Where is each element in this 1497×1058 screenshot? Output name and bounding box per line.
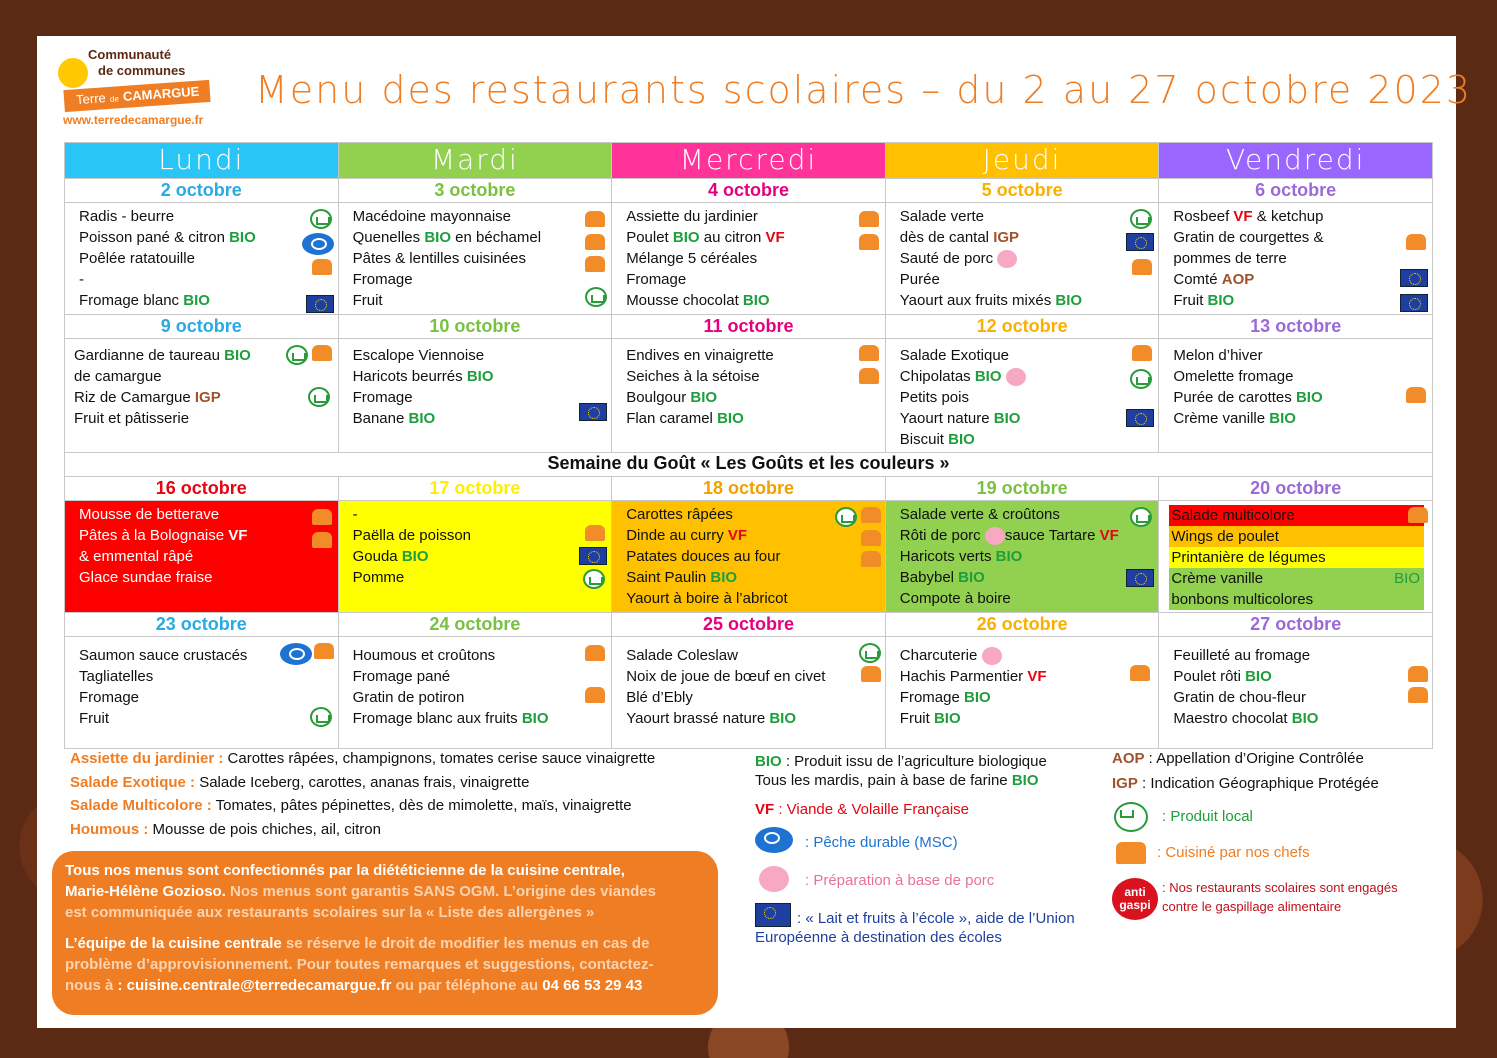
chef-hat-icon <box>312 532 332 548</box>
dish: Yaourt nature <box>899 410 990 427</box>
menu-cell <box>65 203 339 315</box>
bio-tag: BIO <box>229 229 256 246</box>
dish: bonbons multicolores <box>1169 589 1424 610</box>
bio-tag: BIO <box>974 368 1002 385</box>
date: 6 octobre <box>1159 179 1433 203</box>
bio-tag: BIO <box>958 569 985 586</box>
bio-tag: BIO <box>466 368 494 385</box>
eu-flag-icon <box>1126 569 1154 587</box>
antigaspi-apple-icon <box>1112 878 1158 920</box>
dish: Fromage <box>79 689 140 706</box>
bio-tag: BIO <box>408 410 436 427</box>
date: 27 octobre <box>1159 613 1433 637</box>
dish: Assiette du jardinier <box>626 208 758 225</box>
legend-text: : Nos restaurants scolaires sont engagés <box>1162 880 1398 895</box>
dish: Fruit <box>352 292 383 309</box>
pig-icon <box>1006 368 1026 386</box>
local-basket-icon <box>308 387 330 407</box>
semaine-du-gout: Semaine du Goût « Les Goûts et les couleurs » <box>65 453 1433 477</box>
dish: Fromage blanc aux fruits <box>352 710 518 727</box>
date: 4 octobre <box>612 179 886 203</box>
dish: Feuilleté au fromage <box>1173 647 1311 664</box>
date: 12 octobre <box>885 315 1159 339</box>
eu-flag-icon <box>1400 294 1428 312</box>
dish: Salade multicolore <box>1169 505 1424 526</box>
chef-hat-icon <box>859 234 879 250</box>
menu-cell <box>1159 203 1433 315</box>
info-text: Marie-Hélène Gozioso. <box>65 883 226 900</box>
dish: Fruit et pâtisserie <box>74 410 190 427</box>
dish: Riz de Camargue <box>74 389 191 406</box>
dish: Saumon sauce crustacés <box>79 647 248 664</box>
chef-hat-icon <box>585 525 605 541</box>
local-basket-icon <box>583 569 605 589</box>
legend-text: : Appellation d’Origine Contrôlée <box>1144 750 1364 767</box>
chef-hat-icon <box>585 687 605 703</box>
date: 18 octobre <box>612 477 886 501</box>
dish: Glace sundae fraise <box>79 569 213 586</box>
menu-cell <box>65 339 339 453</box>
dish: Flan caramel <box>626 410 713 427</box>
local-basket-icon <box>1114 802 1148 832</box>
dish: Houmous et croûtons <box>352 647 496 664</box>
dish: Gardianne de taureau <box>74 347 220 364</box>
info-box <box>52 851 718 1015</box>
vf-tag: VF <box>1027 668 1047 685</box>
chef-hat-icon <box>585 211 605 227</box>
aop-tag: AOP <box>1112 750 1145 767</box>
dish: Yaourt à boire à l’abricot <box>626 590 788 607</box>
bio-tag: BIO <box>742 292 770 309</box>
dish: & emmental râpé <box>79 548 194 565</box>
bio-tag: BIO <box>224 347 251 364</box>
info-text: nous à <box>65 977 118 994</box>
dish: Fromage blanc <box>79 292 180 309</box>
bio-tag: BIO <box>672 229 700 246</box>
logo-sun <box>58 58 88 88</box>
chef-hat-icon <box>1132 259 1152 275</box>
dish: Gratin de courgettes & <box>1173 229 1324 246</box>
menu-cell <box>338 637 612 749</box>
dish: Pâtes à la Bolognaise <box>79 527 225 544</box>
dish: Fromage pané <box>352 668 451 685</box>
eu-flag-icon <box>1126 409 1154 427</box>
bio-tag: BIO <box>1295 389 1323 406</box>
dish: Crème vanille <box>1173 410 1266 427</box>
def-term: Salade Exotique : <box>70 773 196 791</box>
local-basket-icon <box>286 345 308 365</box>
menu-cell <box>1159 339 1433 453</box>
msc-fish-icon <box>302 233 334 255</box>
info-text: L’équipe de la cuisine centrale <box>65 935 282 952</box>
dish: sauce Tartare <box>1004 527 1096 544</box>
bio-tag: BIO <box>1269 410 1296 427</box>
dish: Hachis Parmentier <box>899 668 1024 685</box>
bio-tag: BIO <box>183 292 210 309</box>
legend-middle <box>755 752 1075 947</box>
dish: dès de cantal <box>899 229 990 246</box>
chef-hat-icon <box>314 643 334 659</box>
contact-email[interactable]: : cuisine.centrale@terredecamargue.fr <box>117 977 392 994</box>
dish: Sauté de porc <box>899 250 994 267</box>
dish: Babybel <box>899 569 954 586</box>
definitions <box>70 747 655 841</box>
chef-hat-icon <box>312 345 332 361</box>
menu-table <box>64 142 1433 749</box>
dish: Escalope Viennoise <box>352 347 485 364</box>
dish: Poulet <box>626 229 669 246</box>
dish: Rosbeef <box>1173 208 1230 225</box>
vf-tag: VF <box>1099 527 1119 544</box>
dish: Charcuterie <box>899 647 978 664</box>
chef-hat-icon <box>1406 387 1426 403</box>
dish: Saint Paulin <box>626 569 707 586</box>
dish: Gratin de chou-fleur <box>1173 689 1306 706</box>
vf-tag: VF <box>765 229 785 246</box>
bio-tag: BIO <box>769 710 797 727</box>
dish: Quenelles <box>352 229 421 246</box>
legend-text: : « Lait et fruits à l’école », aide de l’Union <box>797 910 1075 927</box>
dish: Patates douces au four <box>626 548 781 565</box>
vf-tag: VF <box>727 527 748 544</box>
legend-right <box>1112 750 1398 916</box>
dish: Fromage <box>626 271 687 288</box>
dish: Fruit <box>899 710 930 727</box>
dish: Fruit <box>1173 292 1204 309</box>
menu-cell <box>612 637 886 749</box>
date: 11 octobre <box>612 315 886 339</box>
chef-hat-icon <box>1408 507 1428 523</box>
dish: Haricots verts <box>899 548 992 565</box>
bio-tag: BIO <box>690 389 718 406</box>
chef-hat-icon <box>859 368 879 384</box>
bio-tag: BIO <box>993 410 1021 427</box>
chef-hat-icon <box>861 530 881 546</box>
dish: Rôti de porc <box>899 527 981 544</box>
contact-phone[interactable]: 04 66 53 29 43 <box>542 977 643 994</box>
logo-text: Communauté de communes <box>88 47 186 78</box>
chef-hat-icon <box>1408 666 1428 682</box>
legend-text: : Viande & Volaille Française <box>774 801 970 818</box>
pig-icon <box>759 866 789 892</box>
dish: Seiches à la sétoise <box>626 368 760 385</box>
date: 2 octobre <box>65 179 339 203</box>
chef-hat-icon <box>312 509 332 525</box>
dish: Salade Exotique <box>899 347 1010 364</box>
date: 24 octobre <box>338 613 612 637</box>
legend-text: : Produit local <box>1162 808 1253 825</box>
day-mercredi: Mercredi <box>612 143 886 179</box>
bio-tag: BIO <box>1394 570 1420 587</box>
pig-icon <box>985 527 1005 545</box>
pig-icon <box>997 250 1017 268</box>
bio-tag: BIO <box>521 710 549 727</box>
info-text: ou par téléphone au <box>391 977 543 994</box>
bio-tag: BIO <box>1011 772 1039 789</box>
legend-text: contre le gaspillage alimentaire <box>1162 899 1342 914</box>
dish: Banane <box>352 410 405 427</box>
chef-hat-icon <box>861 507 881 523</box>
dish: Endives en vinaigrette <box>626 347 774 364</box>
aop-tag: AOP <box>1221 271 1255 288</box>
local-basket-icon <box>310 707 332 727</box>
date: 16 octobre <box>65 477 339 501</box>
def-term: Houmous : <box>70 820 149 838</box>
dish: Mousse de betterave <box>79 506 220 523</box>
menu-cell <box>885 339 1159 453</box>
legend-text: : Produit issu de l’agriculture biologique <box>781 753 1047 770</box>
dish: Fromage <box>352 271 413 288</box>
chef-hat-icon <box>312 259 332 275</box>
chef-hat-icon <box>1408 687 1428 703</box>
day-vendredi: Vendredi <box>1159 143 1433 179</box>
menu-cell <box>338 339 612 453</box>
dish: & ketchup <box>1256 208 1324 225</box>
igp-tag: IGP <box>1112 775 1138 792</box>
chef-hat-icon <box>585 234 605 250</box>
eu-flag-icon <box>755 903 791 927</box>
def-term: Assiette du jardinier : <box>70 750 224 767</box>
dish: Fromage <box>899 689 960 706</box>
dish: Biscuit <box>899 431 944 448</box>
legend-text: Européenne à destination des écoles <box>755 929 1002 946</box>
dish: Purée de carottes <box>1173 389 1292 406</box>
eu-flag-icon <box>579 403 607 421</box>
logo-bar: Terre de CAMARGUE <box>63 80 210 112</box>
eu-flag-icon <box>306 295 334 313</box>
chef-hat-icon <box>861 666 881 682</box>
dish: Pâtes & lentilles cuisinées <box>352 250 527 267</box>
info-text: est communiquée aux restaurants scolaires sur la « Liste des allergènes » <box>65 904 595 921</box>
dish: Poisson pané & citron <box>79 229 225 246</box>
def-text: Tomates, pâtes pépinettes, dès de mimolette, maïs, vinaigrette <box>211 797 632 814</box>
dish: Boulgour <box>626 389 687 406</box>
menu-cell <box>338 501 612 613</box>
bio-tag: BIO <box>963 689 991 706</box>
bio-tag: BIO <box>995 548 1023 565</box>
chef-hat-icon <box>585 645 605 661</box>
dish: Omelette fromage <box>1173 368 1294 385</box>
dish: de camargue <box>74 368 162 385</box>
menu-cell <box>1159 501 1433 613</box>
dish: Chipolatas <box>899 368 971 385</box>
dish: Fruit <box>79 710 109 727</box>
dish: Pomme <box>352 569 405 586</box>
date: 19 octobre <box>885 477 1159 501</box>
dish: Salade Coleslaw <box>626 647 738 664</box>
info-text: Tous nos menus sont confectionnés par la diététicienne de la cuisine centrale, <box>65 862 625 879</box>
logo-url: www.terredecamargue.fr <box>63 113 204 127</box>
date: 10 octobre <box>338 315 612 339</box>
info-text: Nos menus sont garantis SANS OGM. L’origine des viandes <box>225 883 656 900</box>
local-basket-icon <box>1130 369 1152 389</box>
chef-hat-icon <box>1130 665 1150 681</box>
dish: Mousse chocolat <box>626 292 739 309</box>
local-basket-icon <box>310 209 332 229</box>
dish: Blé d’Ebly <box>626 689 693 706</box>
dish: Gouda <box>352 548 398 565</box>
date: 25 octobre <box>612 613 886 637</box>
bio-tag: BIO <box>948 431 975 448</box>
bio-tag: BIO <box>401 548 429 565</box>
bio-tag: BIO <box>1207 292 1235 309</box>
local-basket-icon <box>1130 507 1152 527</box>
dish: Crème vanille <box>1171 570 1264 587</box>
local-basket-icon <box>1130 209 1152 229</box>
chef-hat-icon <box>1132 345 1152 361</box>
dish: Mélange 5 céréales <box>626 250 758 267</box>
eu-flag-icon <box>1400 269 1428 287</box>
bio-tag: BIO <box>717 410 744 427</box>
page-title: Menu des restaurants scolaires – du 2 au 27 octobre 2023 <box>255 68 1473 112</box>
date: 13 octobre <box>1159 315 1433 339</box>
dish: Wings de poulet <box>1169 526 1424 547</box>
antigaspi-text: anti <box>1124 885 1146 899</box>
menu-cell <box>338 203 612 315</box>
dish: Salade verte <box>899 208 985 225</box>
dish: Maestro chocolat <box>1173 710 1288 727</box>
dish: Compote à boire <box>899 590 1011 607</box>
dish: Tagliatelles <box>79 668 154 685</box>
info-text: se réserve le droit de modifier les menus en cas de <box>281 935 650 952</box>
legend-text: : Cuisiné par nos chefs <box>1157 844 1310 861</box>
date: 23 octobre <box>65 613 339 637</box>
menu-cell <box>1159 637 1433 749</box>
dish: Paëlla de poisson <box>352 527 472 544</box>
dish: Poulet rôti <box>1173 668 1241 685</box>
dish: Carottes râpées <box>626 506 733 523</box>
bio-tag: BIO <box>755 753 782 770</box>
menu-cell <box>612 501 886 613</box>
legend-text: : Pêche durable (MSC) <box>805 834 958 851</box>
dish: Comté <box>1173 271 1218 288</box>
menu-cell <box>885 203 1159 315</box>
pig-icon <box>982 647 1002 665</box>
chef-hat-icon <box>1406 234 1426 250</box>
dish: pommes de terre <box>1173 250 1287 267</box>
dish: Yaourt aux fruits mixés <box>899 292 1052 309</box>
menu-cell <box>65 637 339 749</box>
day-jeudi: Jeudi <box>885 143 1159 179</box>
day-lundi: Lundi <box>65 143 339 179</box>
dish: - <box>79 271 84 288</box>
dish: Dinde au curry <box>626 527 724 544</box>
bio-tag: BIO <box>933 710 961 727</box>
local-basket-icon <box>585 287 607 307</box>
chef-hat-icon <box>585 256 605 272</box>
menu-cell <box>885 637 1159 749</box>
bio-tag: BIO <box>1055 292 1083 309</box>
def-text: Carottes râpées, champignons, tomates cerise sauce vinaigrette <box>223 750 656 767</box>
local-basket-icon <box>835 507 857 527</box>
def-text: Salade Iceberg, carottes, ananas frais, vinaigrette <box>195 773 530 791</box>
dish: Yaourt brassé nature <box>626 710 766 727</box>
legend-text: : Préparation à base de porc <box>805 872 995 889</box>
msc-fish-icon <box>280 643 312 665</box>
date: 3 octobre <box>338 179 612 203</box>
igp-tag: IGP <box>194 389 221 406</box>
bio-tag: BIO <box>1291 710 1319 727</box>
vf-tag: VF <box>1233 208 1253 225</box>
dish: Haricots beurrés <box>352 368 463 385</box>
bio-tag: BIO <box>710 569 738 586</box>
dish: Petits pois <box>899 389 969 406</box>
dish: Printanière de légumes <box>1169 547 1424 568</box>
msc-fish-icon <box>755 827 793 853</box>
legend-text: Tous les mardis, pain à base de farine <box>755 772 1012 789</box>
dish: Gratin de potiron <box>352 689 465 706</box>
info-text: problème d’approvisionnement. Pour toutes remarques et suggestions, contactez- <box>65 956 654 973</box>
date: 17 octobre <box>338 477 612 501</box>
date: 5 octobre <box>885 179 1159 203</box>
dish: - <box>352 506 358 523</box>
igp-tag: IGP <box>993 229 1020 246</box>
antigaspi-text: gaspi <box>1119 898 1151 912</box>
date: 20 octobre <box>1159 477 1433 501</box>
bio-tag: BIO <box>1245 668 1272 685</box>
bio-tag: BIO <box>424 229 451 246</box>
dish: Salade verte & croûtons <box>899 506 1060 523</box>
menu-cell <box>612 203 886 315</box>
menu-cell <box>885 501 1159 613</box>
vf-tag: VF <box>755 801 775 818</box>
chef-hat-icon <box>859 211 879 227</box>
dish: Noix de joue de bœuf en civet <box>626 668 826 685</box>
dish: Fromage <box>352 389 413 406</box>
eu-flag-icon <box>1126 233 1154 251</box>
dish: Poêlée ratatouille <box>79 250 195 267</box>
chef-hat-icon <box>859 345 879 361</box>
chef-hat-icon <box>1116 842 1146 864</box>
date: 26 octobre <box>885 613 1159 637</box>
dish: au citron <box>703 229 762 246</box>
local-basket-icon <box>859 643 881 663</box>
dish: en béchamel <box>455 229 542 246</box>
chef-hat-icon <box>861 551 881 567</box>
dish: Melon d’hiver <box>1173 347 1263 364</box>
dish: Macédoine mayonnaise <box>352 208 512 225</box>
eu-flag-icon <box>579 547 607 565</box>
def-term: Salade Multicolore : <box>70 797 212 814</box>
date: 9 octobre <box>65 315 339 339</box>
menu-cell <box>65 501 339 613</box>
dish: Radis - beurre <box>79 208 175 225</box>
vf-tag: VF <box>228 527 248 544</box>
def-text: Mousse de pois chiches, ail, citron <box>148 820 381 838</box>
menu-cell <box>612 339 886 453</box>
day-mardi: Mardi <box>338 143 612 179</box>
dish: Purée <box>899 271 940 288</box>
legend-text: : Indication Géographique Protégée <box>1137 775 1379 792</box>
